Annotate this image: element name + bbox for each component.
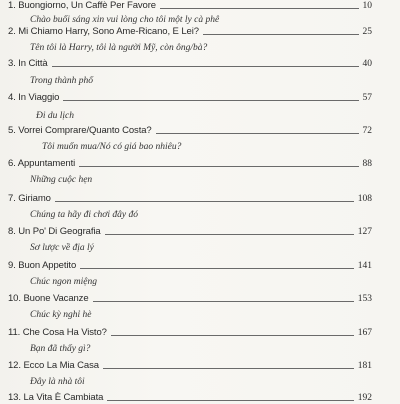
toc-entry-page: 57	[362, 93, 372, 103]
toc-entry-page: 153	[357, 294, 372, 304]
dot-leader	[80, 268, 354, 269]
toc-entry-subtitle: Chúng ta hãy đi chơi đây đó	[30, 210, 138, 220]
toc-entry-7	[8, 189, 372, 205]
toc-entry-subtitle: Những cuộc hẹn	[30, 175, 93, 185]
toc-entry-title: 9. Buon Appetito	[8, 260, 77, 271]
toc-entry-subtitle: Tên tôi là Harry, tôi là người Mỹ, còn ông/bà?	[30, 43, 208, 53]
toc-entry-subtitle: Chúc kỳ nghỉ hè	[30, 310, 92, 320]
toc-entry-title: 1. Buongiorno, Un Caffè Per Favore	[8, 0, 156, 11]
toc-entry-title: 12. Ecco La Mia Casa	[8, 360, 99, 371]
toc-entry-2	[8, 22, 372, 38]
toc-entry-9	[8, 256, 372, 272]
toc-entry-title: 2. Mi Chiamo Harry, Sono Ame-Ricano, E Lei?	[8, 26, 199, 37]
toc-entry-title: 3. In Città	[8, 58, 48, 69]
toc-entry-page: 108	[357, 194, 372, 204]
toc-entry-title: 13. La Vita È Cambiata	[8, 392, 104, 403]
toc-entry-title: 4. In Viaggio	[8, 92, 60, 103]
dot-leader	[93, 301, 354, 302]
dot-leader	[79, 166, 358, 167]
toc-entry-title: 10. Buone Vacanze	[8, 293, 89, 304]
dot-leader	[103, 368, 354, 369]
toc-entry-subtitle: Bạn đã thấy gì?	[30, 344, 91, 354]
toc-entry-subtitle: Trong thành phố	[30, 76, 93, 86]
toc-entry-title: 5. Vorrei Comprare/Quanto Costa?	[8, 125, 152, 136]
toc-entry-11	[8, 323, 372, 339]
toc-entry-title: 7. Giriamo	[8, 193, 51, 204]
toc-entry-page: 141	[357, 261, 372, 271]
toc-entry-6	[8, 154, 372, 170]
toc-entry-title: 8. Un Po' Di Geografia	[8, 226, 101, 237]
toc-entry-title: 6. Appuntamenti	[8, 158, 76, 169]
toc-entry-10	[8, 289, 372, 305]
toc-entry-subtitle: Sơ lược về địa lý	[30, 243, 94, 253]
toc-entry-12	[8, 356, 372, 372]
toc-entry-page: 88	[362, 159, 372, 169]
toc-entry-subtitle: Chào buổi sáng xin vui lòng cho tôi một ly cà phê	[30, 15, 220, 25]
dot-leader	[55, 201, 354, 202]
dot-leader	[156, 133, 359, 134]
toc-entry-page: 167	[357, 328, 372, 338]
toc-entry-subtitle: Đây là nhà tôi	[30, 377, 85, 387]
dot-leader	[111, 335, 354, 336]
toc-entry-13	[8, 388, 372, 404]
toc-entry-5	[8, 121, 372, 137]
toc-entry-page: 25	[362, 27, 372, 37]
toc-entry-page: 181	[357, 361, 372, 371]
toc-entry-subtitle: Tôi muốn mua/Nó có giá bao nhiêu?	[42, 142, 182, 152]
toc-entry-1	[8, 0, 372, 12]
toc-entry-subtitle: Đi du lịch	[36, 111, 74, 121]
dot-leader	[203, 34, 359, 35]
toc-entry-8	[8, 222, 372, 238]
toc-entry-page: 192	[357, 393, 372, 403]
dot-leader	[107, 400, 353, 401]
toc-entry-page: 40	[362, 59, 372, 69]
dot-leader	[105, 234, 354, 235]
toc-entry-subtitle: Chúc ngon miệng	[30, 277, 98, 287]
toc-entry-title: 11. Che Cosa Ha Visto?	[8, 327, 107, 338]
dot-leader	[63, 100, 358, 101]
toc-entry-4	[8, 88, 372, 104]
toc-entry-3	[8, 54, 372, 70]
toc-entry-page: 10	[362, 1, 372, 11]
toc-entry-page: 127	[357, 227, 372, 237]
dot-leader	[52, 66, 359, 67]
toc-entry-page: 72	[362, 126, 372, 136]
dot-leader	[160, 8, 359, 9]
